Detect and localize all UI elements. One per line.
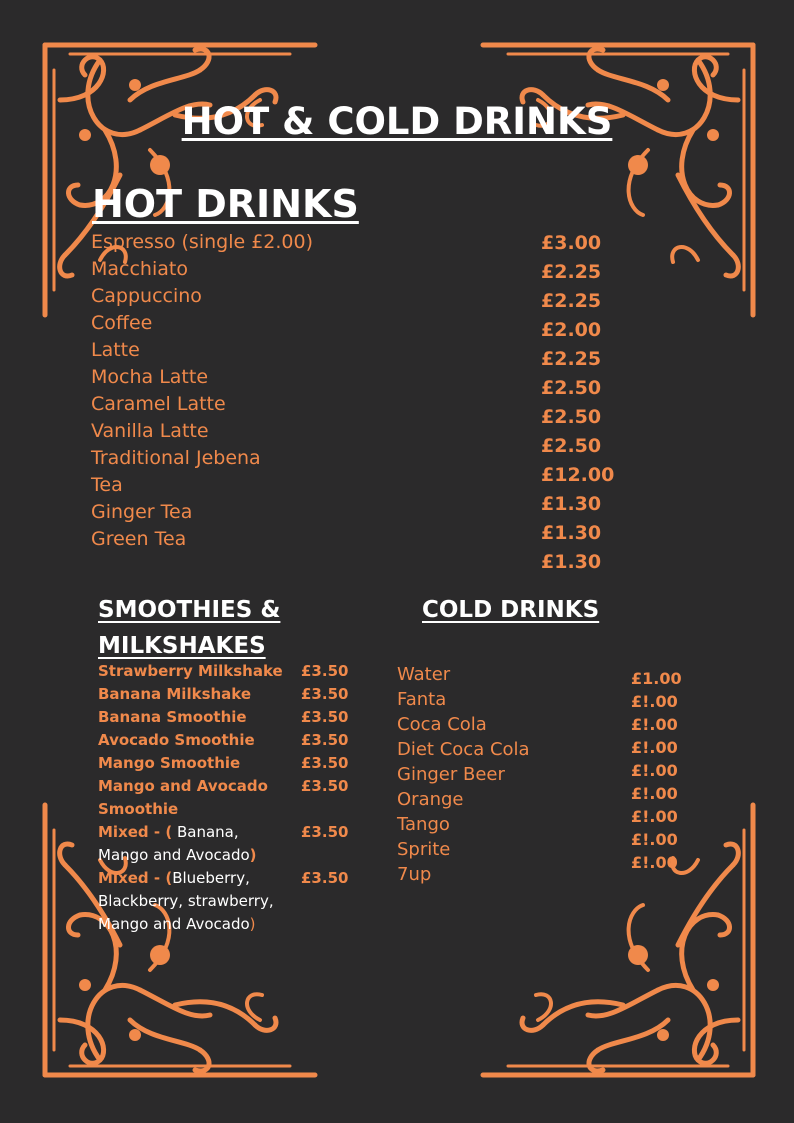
list-item [98,775,358,821]
cold-drink-price: £!.00 [631,715,678,734]
smoothie-name [98,821,288,867]
smoothies-list [98,660,358,936]
hot-drink-item: Mocha Latte [91,366,209,388]
hot-drink-item: Macchiato [91,258,188,280]
smoothie-name: Mango Smoothie [98,754,241,772]
hot-drink-item: Latte [91,339,140,361]
list-item [98,729,358,752]
smoothie-name: Strawberry Milkshake [98,662,283,680]
cold-drink-item: Water [397,664,451,685]
hot-drink-item: Tea [91,474,123,496]
smoothie-price: £3.50 [301,662,349,680]
cold-drink-item: Sprite [397,839,451,860]
cold-drinks-list [397,662,530,887]
cold-drink-price: £!.00 [631,807,678,826]
list-item [98,660,358,683]
hot-drinks-heading: HOT DRINKS [92,182,359,226]
hot-drink-price: £2.25 [541,261,602,283]
cold-drink-price: £!.00 [631,784,678,803]
hot-drink-item: Ginger Tea [91,501,193,523]
cold-drink-item: Coca Cola [397,714,487,735]
mixed-detail: Blueberry, Blackberry, strawberry, Mango and Avocado [98,869,274,933]
hot-drink-price: £12.00 [541,464,615,486]
hot-drinks-list [91,229,313,553]
cold-drink-price: £!.00 [631,853,678,872]
hot-drink-price: £3.00 [541,232,602,254]
smoothie-price: £3.50 [301,708,349,726]
mixed-prefix: Mixed - ( [98,823,173,841]
smoothie-price: £3.50 [301,823,349,841]
hot-drink-price: £2.25 [541,348,602,370]
cold-drink-price: £1.00 [631,669,682,688]
hot-drink-item: Cappuccino [91,285,202,307]
hot-drink-item: Traditional Jebena [91,447,261,469]
cold-drink-item: 7up [397,864,432,885]
list-item [98,752,358,775]
cold-drinks-heading: COLD DRINKS [422,597,600,623]
hot-drink-price: £2.00 [541,319,602,341]
mixed-suffix: ) [249,846,257,864]
smoothie-name [98,867,288,936]
list-item [98,683,358,706]
list-item [98,821,358,867]
page-title: HOT & COLD DRINKS [181,100,613,143]
cold-drink-price: £!.00 [631,830,678,849]
smoothie-name: Mango and Avocado Smoothie [98,777,268,818]
smoothie-price: £3.50 [301,754,349,772]
cold-drink-item: Fanta [397,689,447,710]
smoothie-name: Avocado Smoothie [98,731,255,749]
hot-drink-price: £1.30 [541,522,602,544]
smoothie-price: £3.50 [301,869,349,887]
hot-drink-price: £1.30 [541,551,602,573]
cold-drinks-prices [631,667,682,874]
list-item [98,706,358,729]
hot-drink-item: Caramel Latte [91,393,226,415]
mixed-detail: Banana, Mango and Avocado [98,823,250,864]
corner-flourish-icon [478,40,758,320]
hot-drink-price: £2.50 [541,406,602,428]
cold-drink-item: Diet Coca Cola [397,739,530,760]
smoothies-heading: SMOOTHIES & MILKSHAKES [98,597,281,659]
hot-drink-item: Coffee [91,312,153,334]
smoothie-name: Banana Smoothie [98,708,247,726]
smoothie-price: £3.50 [301,777,349,795]
cold-drink-item: Tango [397,814,450,835]
cold-drink-item: Ginger Beer [397,764,505,785]
hot-drink-price: £2.50 [541,435,602,457]
mixed-suffix: ) [249,915,256,933]
list-item [98,867,358,936]
smoothie-name: Banana Milkshake [98,685,252,703]
smoothie-price: £3.50 [301,731,349,749]
hot-drink-item: Vanilla Latte [91,420,209,442]
cold-drink-item: Orange [397,789,464,810]
cold-drink-price: £!.00 [631,761,678,780]
mixed-prefix: Mixed - ( [98,869,173,887]
smoothie-price: £3.50 [301,685,349,703]
cold-drink-price: £!.00 [631,692,678,711]
hot-drink-price: £2.25 [541,290,602,312]
hot-drink-price: £2.50 [541,377,602,399]
cold-drink-price: £!.00 [631,738,678,757]
hot-drink-item: Green Tea [91,528,187,550]
hot-drink-price: £1.30 [541,493,602,515]
hot-drinks-prices [541,229,614,577]
hot-drink-item: Espresso (single £2.00) [91,231,314,253]
